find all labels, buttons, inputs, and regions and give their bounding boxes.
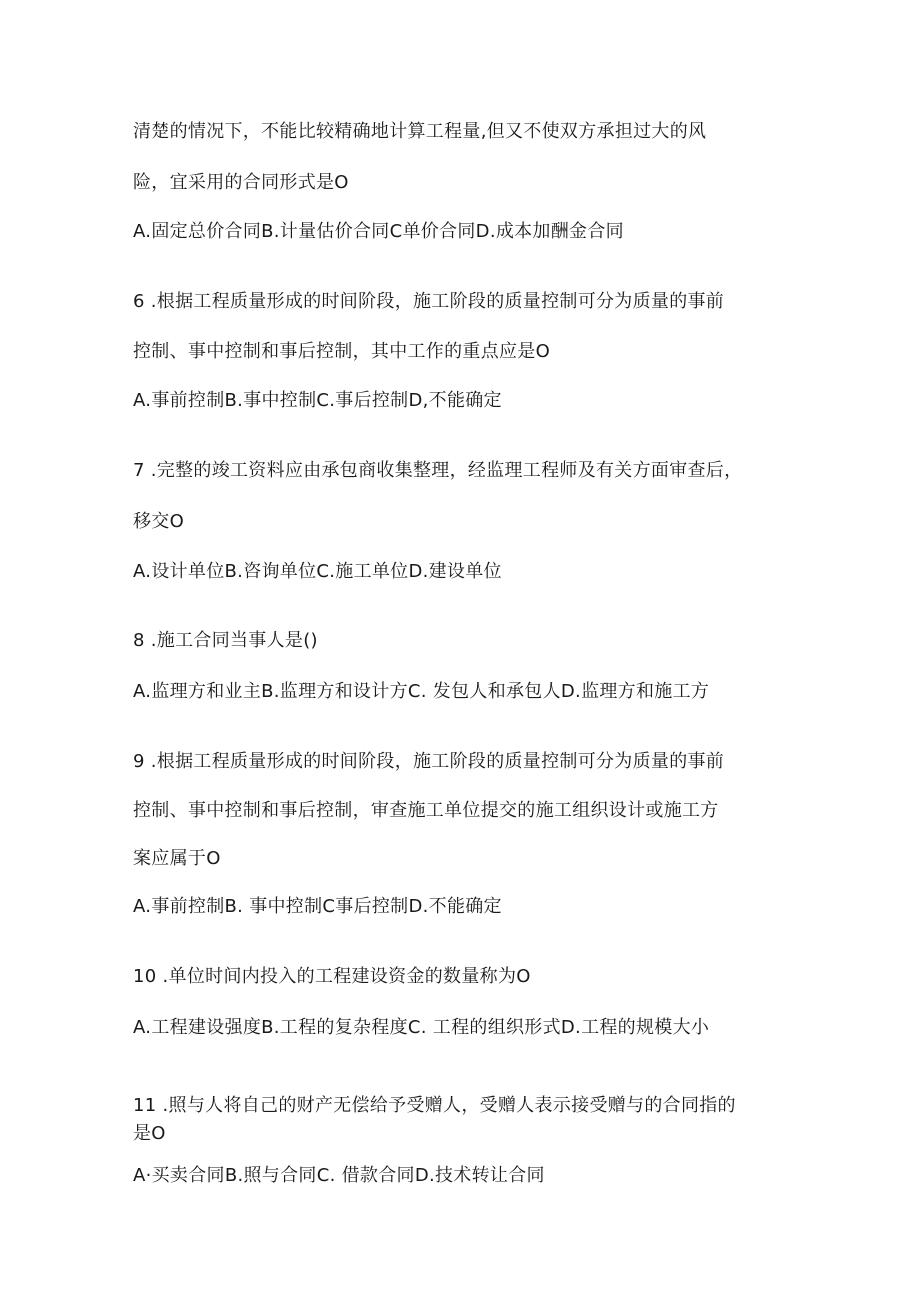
text-line: 清楚的情况下，不能比较精确地计算工程量,但又不使双方承担过大的风	[133, 121, 707, 142]
text-line: A.工程建设强度B.工程的复杂程度C. 工程的组织形式D.工程的规模大小	[133, 1017, 710, 1038]
text-line: 控制、事中控制和事后控制，其中工作的重点应是O	[133, 341, 551, 362]
text-line: 是O	[133, 1123, 166, 1144]
question-8: 8 .施工合同当事人是()	[133, 630, 318, 651]
text-line: A.事前控制B. 事中控制C事后控制D.不能确定	[133, 896, 502, 917]
question-7: 7 .完整的竣工资料应由承包商收集整理，经监理工程师及有关方面审查后，	[133, 460, 743, 481]
text-line: A·买卖合同B.照与合同C. 借款合同D.技术转让合同	[133, 1165, 545, 1186]
text-line: A.设计单位B.咨询单位C.施工单位D.建设单位	[133, 561, 502, 582]
question-6: 6 .根据工程质量形成的时间阶段，施工阶段的质量控制可分为质量的事前	[133, 291, 725, 312]
question-11: 11 .照与人将自己的财产无偿给予受赠人，受赠人表示接受赠与的合同指的	[133, 1095, 736, 1116]
text-line: 案应属于O	[133, 848, 221, 869]
text-line: 移交O	[133, 511, 185, 532]
question-10: 10 .单位时间内投入的工程建设资金的数量称为O	[133, 966, 531, 987]
text-line: A.监理方和业主B.监理方和设计方C. 发包人和承包人D.监理方和施工方	[133, 681, 710, 702]
text-line: 险，宜采用的合同形式是O	[133, 172, 349, 193]
text-line: A.固定总价合同B.计量估价合同C单价合同D.成本加酬金合同	[133, 221, 624, 242]
text-line: A.事前控制B.事中控制C.事后控制D,不能确定	[133, 390, 502, 411]
text-line: 控制、事中控制和事后控制，审查施工单位提交的施工组织设计或施工方	[133, 800, 719, 821]
question-9: 9 .根据工程质量形成的时间阶段，施工阶段的质量控制可分为质量的事前	[133, 751, 725, 772]
